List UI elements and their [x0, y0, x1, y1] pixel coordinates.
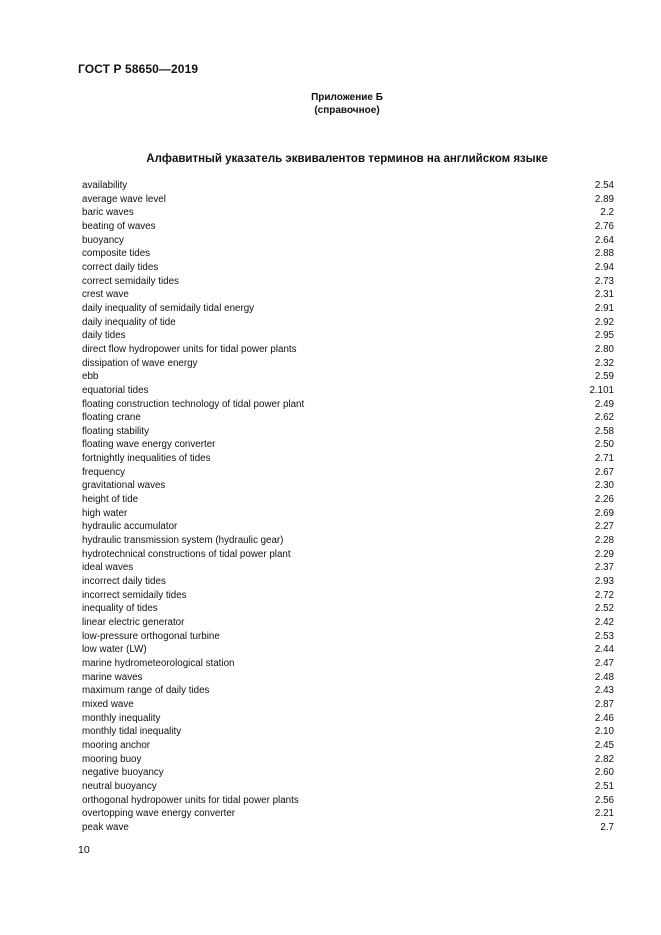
entry-reference: 2.71	[594, 453, 614, 465]
entry-reference: 2.59	[594, 371, 614, 383]
entry-reference: 2.32	[594, 357, 614, 369]
entry-term: negative buoyancy	[82, 767, 164, 779]
entry-reference: 2.47	[594, 657, 614, 669]
entry-term: height of tide	[82, 494, 139, 506]
entry-term: baric waves	[82, 207, 134, 219]
index-entry	[82, 247, 614, 261]
entry-term: peak wave	[82, 821, 129, 833]
page-number: 10	[78, 844, 90, 856]
entry-term: marine waves	[82, 671, 143, 683]
index-entry	[82, 520, 614, 534]
entry-term: availability	[82, 180, 128, 191]
index-entry	[82, 753, 614, 767]
document-code: ГОСТ Р 58650—2019	[78, 62, 199, 76]
entry-reference: 2.76	[594, 220, 614, 232]
entry-term: floating crane	[82, 412, 141, 424]
entry-term: fortnightly inequalities of tides	[82, 453, 211, 465]
entry-reference: 2.50	[594, 439, 614, 451]
entry-term: buoyancy	[82, 234, 124, 246]
index-entry	[82, 630, 614, 644]
entry-term: hydraulic transmission system (hydraulic gear)	[82, 535, 284, 547]
entry-reference: 2.101	[589, 384, 614, 396]
entry-term: monthly tidal inequality	[82, 726, 182, 738]
index-entry	[82, 234, 614, 248]
entry-term: hydraulic accumulator	[82, 521, 178, 533]
entry-term: direct flow hydropower units for tidal power plants	[82, 343, 297, 355]
entry-term: daily tides	[82, 330, 126, 342]
entry-reference: 2.21	[594, 808, 614, 820]
entry-term: low water (LW)	[82, 644, 147, 656]
entry-reference: 2.43	[594, 685, 614, 697]
index-entry	[82, 821, 614, 835]
entry-reference: 2.28	[594, 535, 614, 547]
entry-term: correct semidaily tides	[82, 275, 179, 287]
index-entry	[82, 288, 614, 302]
entry-reference: 2.26	[594, 494, 614, 506]
entry-term: daily inequality of semidaily tidal energy	[82, 302, 255, 314]
index-entry	[82, 220, 614, 234]
entry-reference: 2.73	[594, 275, 614, 287]
entry-term: overtopping wave energy converter	[82, 808, 236, 820]
index-entry	[82, 807, 614, 821]
entry-term: monthly inequality	[82, 712, 161, 724]
entry-reference: 2.49	[594, 398, 614, 410]
entry-reference: 2.93	[594, 576, 614, 588]
entry-term: neutral buoyancy	[82, 780, 157, 792]
entry-reference: 2.48	[594, 671, 614, 683]
entry-term: orthogonal hydropower units for tidal power plants	[82, 794, 299, 806]
index-entry	[82, 425, 614, 439]
entry-reference: 2.92	[594, 316, 614, 328]
entry-reference: 2.52	[594, 603, 614, 615]
entry-reference: 2.2	[600, 207, 614, 219]
entry-term: mooring anchor	[82, 739, 151, 751]
index-entry	[82, 479, 614, 493]
index-entry	[82, 329, 614, 343]
index-entry	[82, 370, 614, 384]
entry-reference: 2.37	[594, 562, 614, 574]
entry-term: equatorial tides	[82, 384, 149, 396]
entry-term: mixed wave	[82, 698, 134, 710]
entry-reference: 2.91	[594, 302, 614, 314]
entry-term: frequency	[82, 466, 126, 478]
appendix-heading	[0, 91, 661, 117]
entry-term: maximum range of daily tides	[82, 685, 210, 697]
index-entry	[82, 507, 614, 521]
entry-reference: 2.51	[594, 780, 614, 792]
entry-term: marine hydrometeorological station	[82, 657, 235, 669]
index-entry	[82, 684, 614, 698]
index-title: Алфавитный указатель эквивалентов терминов на английском языке	[146, 153, 548, 165]
entry-term: daily inequality of tide	[82, 316, 176, 328]
entry-reference: 2.42	[594, 617, 614, 628]
index-entry	[82, 712, 614, 726]
entry-reference: 2.46	[594, 712, 614, 724]
index-entry	[82, 794, 614, 808]
entry-reference: 2.80	[594, 343, 614, 355]
entry-term: inequality of tides	[82, 603, 158, 615]
index-entry	[82, 616, 614, 630]
index-entry	[82, 534, 614, 548]
index-entry	[82, 343, 614, 357]
entry-term: beating of waves	[82, 220, 156, 232]
entry-term: gravitational waves	[82, 480, 166, 492]
entry-reference: 2.7	[600, 821, 614, 833]
entry-reference: 2.95	[594, 330, 614, 342]
index-entry	[82, 766, 614, 780]
entry-reference: 2.88	[594, 248, 614, 260]
entry-term: average wave level	[82, 193, 166, 205]
index-entry	[82, 357, 614, 371]
index-entry	[82, 179, 614, 193]
index-entry	[82, 698, 614, 712]
index-entry	[82, 575, 614, 589]
index-entry	[82, 589, 614, 603]
index-entry	[82, 302, 614, 316]
entry-term: correct daily tides	[82, 261, 159, 273]
index-entry	[82, 671, 614, 685]
entry-reference: 2.44	[594, 644, 614, 656]
index-entry	[82, 466, 614, 480]
entry-term: incorrect semidaily tides	[82, 589, 187, 601]
entry-term: incorrect daily tides	[82, 576, 166, 588]
entry-reference: 2.62	[594, 412, 614, 424]
entry-term: crest wave	[82, 289, 129, 301]
entry-term: floating stability	[82, 425, 149, 437]
entry-reference: 2.54	[594, 180, 614, 191]
index-entry	[82, 548, 614, 562]
entry-term: ideal waves	[82, 562, 134, 574]
entry-reference: 2.45	[594, 739, 614, 751]
index-entry	[82, 602, 614, 616]
index-entry	[82, 398, 614, 412]
entry-reference: 2.27	[594, 521, 614, 533]
entry-term: high water	[82, 507, 128, 519]
entry-term: composite tides	[82, 248, 151, 260]
index-entry	[82, 643, 614, 657]
entry-term: ebb	[82, 371, 99, 383]
entry-reference: 2.30	[594, 480, 614, 492]
index-entry	[82, 452, 614, 466]
entry-term: low-pressure orthogonal turbine	[82, 630, 220, 642]
entry-reference: 2.29	[594, 548, 614, 560]
entry-reference: 2.94	[594, 261, 614, 273]
entry-reference: 2.89	[594, 193, 614, 205]
entry-reference: 2.31	[594, 289, 614, 301]
index-entry	[82, 438, 614, 452]
entry-reference: 2.56	[594, 794, 614, 806]
appendix-title: Приложение Б	[311, 92, 383, 103]
index-entry	[82, 275, 614, 289]
entry-term: mooring buoy	[82, 753, 142, 765]
index-entry	[82, 411, 614, 425]
entry-term: hydrotechnical constructions of tidal power plant	[82, 548, 291, 560]
entry-reference: 2.67	[594, 466, 614, 478]
entry-term: floating construction technology of tidal power plant	[82, 398, 305, 410]
index-entry	[82, 657, 614, 671]
entry-reference: 2.10	[594, 726, 614, 738]
entry-term: linear electric generator	[82, 617, 185, 628]
index-entry	[82, 193, 614, 207]
index-entry	[82, 316, 614, 330]
entry-reference: 2.69	[594, 507, 614, 519]
entry-reference: 2.64	[594, 234, 614, 246]
index-entry	[82, 206, 614, 220]
index-entry	[82, 493, 614, 507]
index-entry	[82, 725, 614, 739]
entry-reference: 2.53	[594, 630, 614, 642]
index-entry	[82, 739, 614, 753]
entry-reference: 2.72	[594, 589, 614, 601]
entry-reference: 2.82	[594, 753, 614, 765]
entry-reference: 2.58	[594, 425, 614, 437]
entry-term: dissipation of wave energy	[82, 357, 198, 369]
entry-term: floating wave energy converter	[82, 439, 216, 451]
entry-reference: 2.87	[594, 698, 614, 710]
entry-reference: 2.60	[594, 767, 614, 779]
term-index-list	[82, 179, 614, 835]
index-entry	[82, 384, 614, 398]
appendix-subtitle: (справочное)	[314, 105, 380, 116]
index-entry	[82, 561, 614, 575]
index-entry	[82, 780, 614, 794]
index-entry	[82, 261, 614, 275]
